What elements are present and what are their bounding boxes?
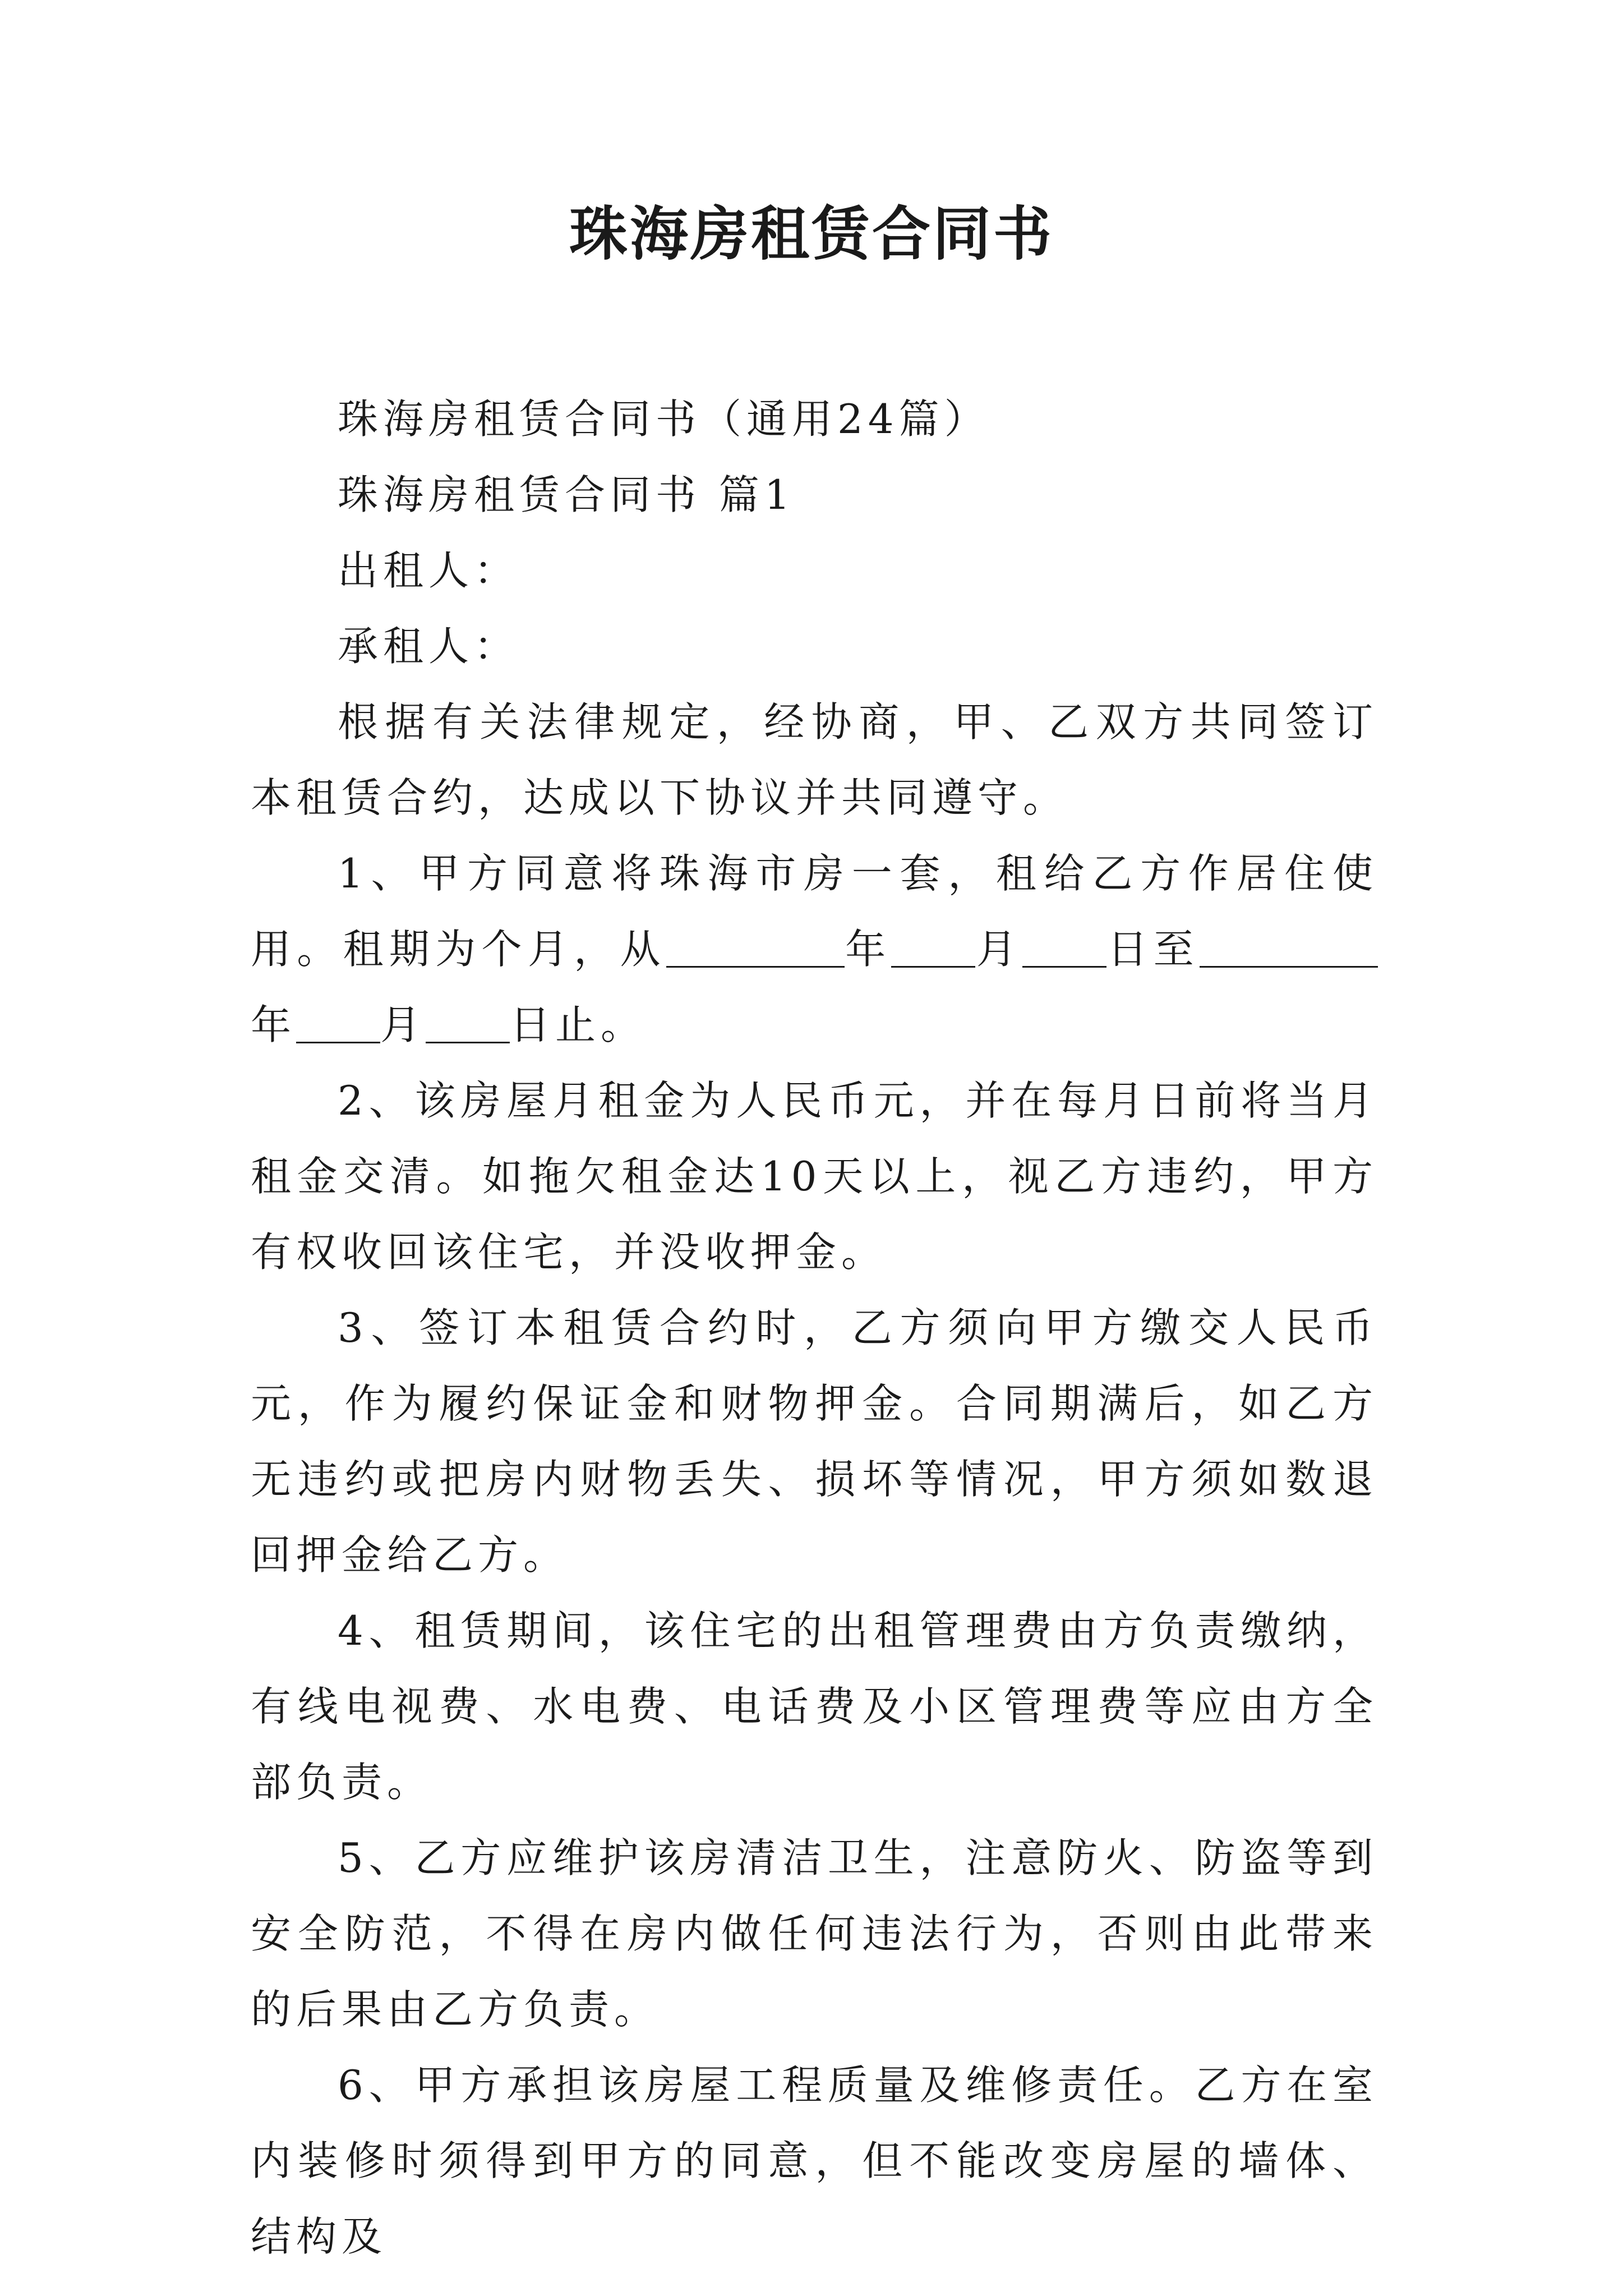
- clause-1-text: 1、甲方同意将珠海市房一套，租给乙方作居住使用。租期为个月，从: [251, 850, 1378, 973]
- end-month-blank-a: [296, 1002, 380, 1043]
- document-subtitle: 珠海房租赁合同书（通用24篇）: [338, 395, 990, 443]
- lessor-label: 出租人：: [338, 547, 520, 594]
- clause-1: [251, 836, 1378, 1063]
- lessee-label: 承租人：: [338, 623, 520, 670]
- start-month-blank: [891, 927, 975, 968]
- start-year-label: 年: [844, 926, 892, 973]
- clause-2: 2、该房屋月租金为人民币元，并在每月日前将当月租金交清。如拖欠租金达10天以上，视乙方违约，甲方有权收回该住宅，并没收押金。: [251, 1077, 1378, 1276]
- intro-paragraph: 根据有关法律规定，经协商，甲、乙双方共同签订本租赁合约，达成以下协议并共同遵守。: [251, 698, 1378, 821]
- clause-3: 3、签订本租赁合约时，乙方须向甲方缴交人民币元，作为履约保证金和财物押金。合同期满后，如乙方无违约或把房内财物丢失、损坏等情况，甲方须如数退回押金给乙方。: [251, 1304, 1378, 1579]
- clause-6: 6、甲方承担该房屋工程质量及维修责任。乙方在室内装修时须得到甲方的同意，但不能改变房屋的墙体、结构及: [251, 2062, 1378, 2260]
- end-day-label: 日止。: [510, 1001, 647, 1048]
- end-day-blank: [426, 1002, 510, 1043]
- document-body: [251, 381, 1378, 2275]
- clause-5: 5、乙方应维护该房清洁卫生，注意防火、防盗等到安全防范，不得在房内做任何违法行为，否则由此带来的后果由乙方负责。: [251, 1834, 1378, 2033]
- end-year-label: 年: [251, 1001, 297, 1048]
- clause-4: 4、租赁期间，该住宅的出租管理费由方负责缴纳，有线电视费、水电费、电话费及小区管理费等应由方全部负责。: [251, 1607, 1378, 1806]
- end-month-label: 月: [380, 1001, 426, 1048]
- start-day-to-label: 日至: [1106, 926, 1200, 973]
- start-month-label: 月: [975, 926, 1023, 973]
- end-year-blank: [1200, 927, 1378, 968]
- document-title: 珠海房租赁合同书: [569, 199, 1054, 268]
- section-heading: 珠海房租赁合同书 篇1: [338, 471, 795, 518]
- start-day-blank: [1022, 927, 1106, 968]
- start-year-blank: [666, 927, 845, 968]
